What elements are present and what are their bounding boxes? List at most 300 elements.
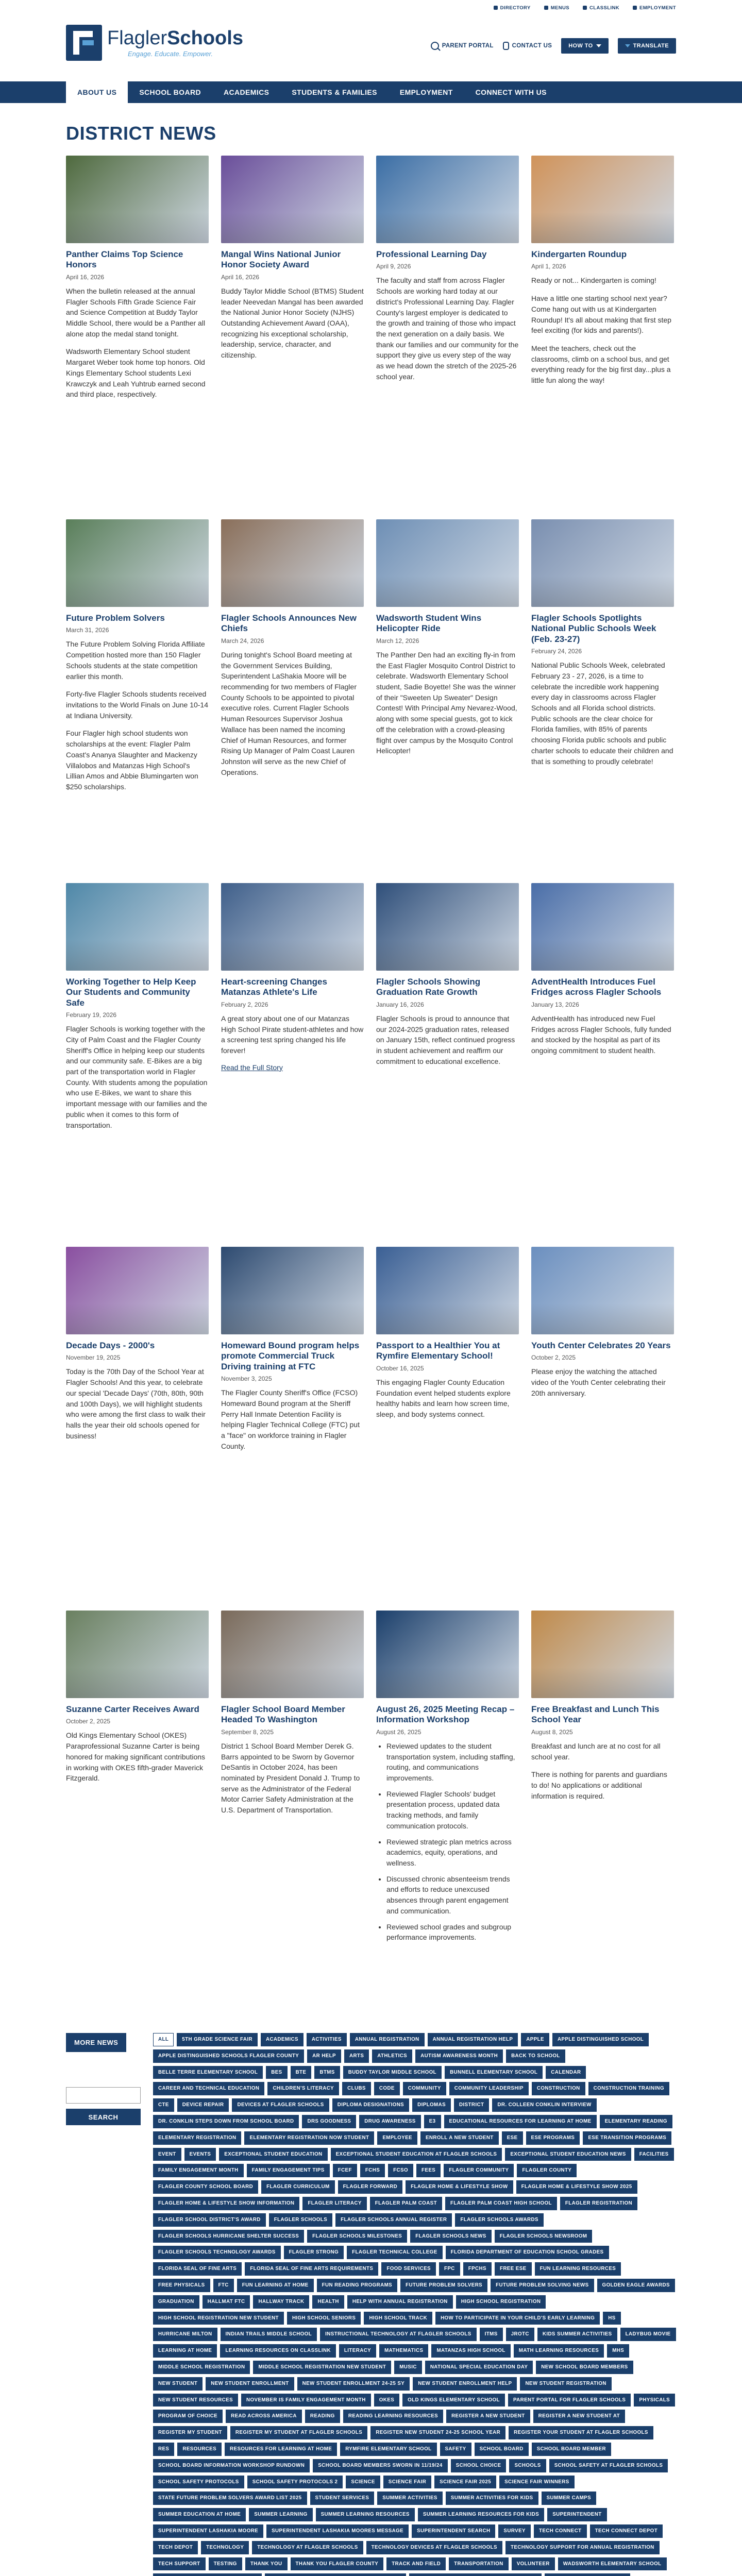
tag-filter[interactable]: FLAGLER HOME & LIFESTYLE SHOW — [406, 2180, 513, 2194]
news-thumbnail[interactable] — [66, 883, 209, 971]
tag-filter[interactable]: SCHOOL BOARD INFORMATION WORKSHOP RUNDOWN — [153, 2459, 310, 2472]
tag-filter[interactable]: ARTS — [344, 2049, 369, 2063]
news-title[interactable]: Homeward Bound program helps promote Commercial Truck Driving training at FTC — [221, 1341, 360, 1371]
tag-filter[interactable]: VOLUNTEER — [512, 2557, 555, 2571]
news-card[interactable] — [531, 883, 674, 1239]
tag-filter[interactable]: EMPLOYEE — [377, 2131, 417, 2145]
news-title[interactable]: Professional Learning Day — [376, 249, 487, 259]
news-date: April 9, 2026 — [376, 263, 411, 270]
news-bullet: • Reviewed Flagler Schools' budget presentation process, updated data tracking methods, and family communication protocols. — [386, 1789, 519, 1832]
tag-filter[interactable]: HIGH SCHOOL REGISTRATION — [456, 2295, 546, 2309]
news-thumbnail[interactable] — [221, 883, 364, 971]
tag-filter[interactable]: SUMMER ACTIVITIES — [377, 2492, 443, 2505]
tag-filter[interactable]: FLAGLER COMMUNITY — [444, 2164, 514, 2177]
news-title[interactable]: Flagler Schools Announces New Chiefs — [221, 613, 357, 634]
tag-filter[interactable]: FLAGLER SCHOOLS ANNUAL REGISTER — [335, 2213, 452, 2227]
tag-filter[interactable]: FLAGLER STRONG — [284, 2246, 344, 2259]
tag-filter[interactable]: AUTISM AWARENESS MONTH — [415, 2049, 503, 2063]
tag-filter[interactable]: FLAGLER HOME & LIFESTYLE SHOW 2025 — [516, 2180, 637, 2194]
tag-filter[interactable]: APPLE DISTINGUISHED SCHOOLS FLAGLER COUNTY — [153, 2049, 304, 2063]
news-summary — [221, 1387, 364, 1451]
tag-filter[interactable]: NEW STUDENT — [153, 2377, 203, 2391]
tag-filter[interactable]: SCHOOL SAFETY AT FLAGLER SCHOOLS — [549, 2459, 668, 2472]
tag-filter[interactable]: SUMMER CAMPS — [542, 2492, 596, 2505]
news-thumbnail[interactable] — [376, 1247, 519, 1334]
news-title[interactable]: Future Problem Solvers — [66, 613, 165, 623]
news-card[interactable] — [221, 883, 364, 1239]
tag-filter[interactable]: FLAGLER REGISTRATION — [560, 2197, 637, 2210]
tag-filter[interactable]: FLORIDA DEPARTMENT OF EDUCATION SCHOOL GRADES — [446, 2246, 609, 2259]
tag-filter[interactable]: DRUG AWARENESS — [359, 2115, 420, 2128]
tag-filter[interactable]: DR. CONKLIN STEPS DOWN FROM SCHOOL BOARD — [153, 2115, 299, 2128]
news-title[interactable]: AdventHealth Introduces Fuel Fridges across Flagler Schools — [531, 977, 662, 997]
tag-filter[interactable]: SAFETY — [440, 2443, 471, 2456]
tag-filter[interactable]: FCSO — [388, 2164, 413, 2177]
tag-filter[interactable]: TECHNOLOGY DEVICES AT FLAGLER SCHOOLS — [366, 2541, 502, 2554]
tag-filter[interactable]: MIDDLE SCHOOL REGISTRATION — [153, 2361, 250, 2374]
tag-filter[interactable]: SCHOOL SAFETY PROTOCOLS — [153, 2476, 244, 2489]
tag-filter[interactable]: FREE PHYSICALS — [153, 2279, 210, 2292]
tag-filter[interactable]: DR. COLLEEN CONKLIN INTERVIEW — [492, 2098, 596, 2112]
news-paragraph: The Future Problem Solving Florida Affiliate Competition hosted more than 150 Flagler Schools students at the state competition earlier this month. — [66, 640, 205, 681]
employment-icon — [633, 6, 637, 10]
read-more-link[interactable]: Read the Full Story — [221, 1063, 283, 1072]
tag-filter[interactable]: ANNUAL REGISTRATION HELP — [428, 2033, 518, 2046]
news-title[interactable]: Youth Center Celebrates 20 Years — [531, 1341, 671, 1350]
tag-filter[interactable] — [153, 2573, 262, 2576]
news-date: October 16, 2025 — [376, 1364, 424, 1372]
tag-filter[interactable]: CODE — [374, 2082, 400, 2095]
tag-filter[interactable]: KIDS SUMMER ACTIVITIES — [537, 2328, 617, 2341]
tag-filter[interactable]: PARENT PORTAL FOR FLAGLER SCHOOLS — [508, 2394, 631, 2407]
news-paragraph: When the bulletin released at the annual Flagler Schools Fifth Grade Science Fair and Science Competition at Buddy Taylor Middle School, there would be a Panther all alone atop the medal stand tonight. — [66, 286, 206, 338]
tag-filter[interactable]: ESE PROGRAMS — [526, 2131, 580, 2145]
news-thumbnail[interactable] — [531, 519, 674, 607]
tag-filter[interactable]: FLAGLER SCHOOLS NEWS — [410, 2230, 492, 2243]
tag-filter[interactable]: FLORIDA SEAL OF FINE ARTS REQUIREMENTS — [245, 2262, 378, 2276]
tag-filter[interactable]: HIGH SCHOOL REGISTRATION NEW STUDENT — [153, 2312, 284, 2325]
news-summary — [376, 275, 519, 382]
news-title[interactable]: Passport to a Healthier You at Rymfire Elementary School! — [376, 1341, 500, 1361]
tag-filter[interactable] — [409, 2573, 541, 2576]
tag-filter[interactable]: JROTC — [506, 2328, 534, 2341]
tag-filter[interactable]: SUPERINTENDENT — [547, 2508, 606, 2521]
news-thumbnail[interactable] — [376, 1611, 519, 1698]
tag-filter[interactable]: FUTURE PROBLEM SOLVERS — [400, 2279, 487, 2292]
tag-filter[interactable]: PROGRAM OF CHOICE — [153, 2410, 223, 2423]
tag-filter[interactable]: CONSTRUCTION — [532, 2082, 585, 2095]
news-paragraph: There is nothing for parents and guardians to do! No applications or additional information is required. — [531, 1770, 667, 1800]
news-card[interactable] — [221, 156, 364, 511]
news-paragraph: Four Flagler high school students won scholarships at the event: Flagler Palm Coast's Ananya Slaughter and Mackenzy Villalobos and Matanzas High School's Lillian Amos and Abbie Blumingarten won $250 scholarships. — [66, 729, 198, 791]
tag-filter[interactable]: LADYBUG MOVIE — [620, 2328, 676, 2341]
tag-filter[interactable]: ESE TRANSITION PROGRAMS — [583, 2131, 671, 2145]
tag-filter[interactable]: E3 — [424, 2115, 441, 2128]
tag-filter[interactable]: HALLMAT FTC — [203, 2295, 250, 2309]
tag-filter[interactable]: CTE — [153, 2098, 174, 2112]
tag-filter[interactable]: TECH CONNECT DEPOT — [590, 2524, 663, 2538]
news-thumbnail[interactable] — [376, 156, 519, 243]
news-title[interactable]: Suzanne Carter Receives Award — [66, 1704, 199, 1714]
tag-filter[interactable]: BACK TO SCHOOL — [506, 2049, 565, 2063]
tag-filter[interactable]: ACADEMICS — [261, 2033, 303, 2046]
news-summary — [66, 1730, 209, 1784]
tag-filter[interactable]: AR HELP — [307, 2049, 341, 2063]
tag-filter[interactable]: SUMMER ACTIVITIES FOR KIDS — [446, 2492, 538, 2505]
tag-filter[interactable]: NOVEMBER IS FAMILY ENGAGEMENT MONTH — [241, 2394, 371, 2407]
tag-filter[interactable]: RES — [153, 2443, 174, 2456]
tag-filter[interactable]: REGISTER MY STUDENT AT FLAGLER SCHOOLS — [230, 2426, 367, 2439]
tag-filter[interactable]: FLORIDA SEAL OF FINE ARTS — [153, 2262, 242, 2276]
tag-filter[interactable]: HALLWAY TRACK — [253, 2295, 309, 2309]
news-paragraph: AdventHealth has introduced new Fuel Fridges across Flagler Schools, fully funded and stocked by the hospital as part of its ongoing commitment to student health. — [531, 1014, 671, 1055]
tag-filter[interactable]: DISTRICT — [454, 2098, 489, 2112]
tag-filter[interactable]: DIPLOMAS — [412, 2098, 451, 2112]
nav-academics[interactable]: ACADEMICS — [223, 88, 269, 96]
tag-filter[interactable]: BELLE TERRE ELEMENTARY SCHOOL — [153, 2066, 263, 2079]
tag-filter[interactable]: SCHOOL SAFETY PROTOCOLS 2 — [247, 2476, 343, 2489]
news-title[interactable]: Wadsworth Student Wins Helicopter Ride — [376, 613, 482, 634]
tag-filter[interactable]: INSTRUCTIONAL TECHNOLOGY AT FLAGLER SCHOOLS — [320, 2328, 477, 2341]
tag-filter[interactable]: FCEF — [333, 2164, 357, 2177]
contact-us-link[interactable]: CONTACT US — [503, 42, 552, 50]
tag-filter[interactable]: GRADUATION — [153, 2295, 199, 2309]
tag-filter[interactable]: ELEMENTARY REGISTRATION — [153, 2131, 241, 2145]
nav-employment[interactable]: EMPLOYMENT — [399, 88, 453, 96]
tag-filter[interactable]: THANK YOU FLAGLER COUNTY — [291, 2557, 384, 2571]
tag-filter[interactable]: FLAGLER CURRICULUM — [261, 2180, 335, 2194]
tag-filter[interactable]: CALENDAR — [546, 2066, 586, 2079]
tag-filter[interactable]: SUMMER LEARNING RESOURCES FOR KIDS — [418, 2508, 544, 2521]
tag-filter[interactable]: CHILDREN'S LITERACY — [267, 2082, 339, 2095]
parent-portal-link[interactable]: PARENT PORTAL — [431, 42, 494, 50]
tag-filter[interactable]: GOLDEN EAGLE AWARDS — [597, 2279, 675, 2292]
tag-filter[interactable]: TRANSPORTATION — [449, 2557, 509, 2571]
tag-filter[interactable]: DEVICES AT FLAGLER SCHOOLS — [232, 2098, 329, 2112]
tag-filter[interactable]: FLAGLER SCHOOLS HURRICANE SHELTER SUCCESS — [153, 2230, 304, 2243]
tag-filter[interactable]: SUPERINTENDENT SEARCH — [412, 2524, 495, 2538]
tag-filter[interactable]: CLUBS — [342, 2082, 371, 2095]
tag-filter[interactable]: STATE FUTURE PROBLEM SOLVERS AWARD LIST 2025 — [153, 2492, 307, 2505]
tag-filter[interactable]: THANK YOU — [245, 2557, 288, 2571]
tag-filter[interactable]: FAMILY ENGAGEMENT TIPS — [247, 2164, 330, 2177]
tag-filter[interactable]: MIDDLE SCHOOL REGISTRATION NEW STUDENT — [253, 2361, 391, 2374]
tag-filter[interactable]: READ ACROSS AMERICA — [226, 2410, 302, 2423]
utility-menus[interactable]: MENUS — [544, 5, 569, 11]
tag-filter[interactable]: DIPLOMA DESIGNATIONS — [332, 2098, 409, 2112]
news-paragraph: Have a little one starting school next year? Come hang out with us at Kindergarten Roundup! It's all about making that first step feel exciting (for kids and parents!). — [531, 294, 671, 335]
tag-filter[interactable]: RESOURCES — [177, 2443, 222, 2456]
tag-filter[interactable]: REGISTER MY STUDENT — [153, 2426, 227, 2439]
tag-filter[interactable]: FACILITIES — [634, 2148, 674, 2161]
tag-filter[interactable]: APPLE — [521, 2033, 549, 2046]
tag-filter[interactable]: DRS GOODNESS — [302, 2115, 356, 2128]
news-title[interactable]: August 26, 2025 Meeting Recap – Information Workshop — [376, 1704, 515, 1725]
tag-filter[interactable]: READING LEARNING RESOURCES — [343, 2410, 443, 2423]
tag-filter[interactable]: TRACK AND FIELD — [386, 2557, 446, 2571]
news-title[interactable]: Flagler Schools Showing Graduation Rate Growth — [376, 977, 481, 997]
tag-filter[interactable]: FLAGLER FORWARD — [338, 2180, 402, 2194]
nav-students-families[interactable]: STUDENTS & FAMILIES — [292, 88, 377, 96]
tag-filter[interactable]: FLAGLER SCHOOLS MILESTONES — [307, 2230, 407, 2243]
tag-filter[interactable]: EXCEPTIONAL STUDENT EDUCATION AT FLAGLER SCHOOLS — [331, 2148, 502, 2161]
news-card[interactable] — [376, 1611, 519, 2002]
tag-filter[interactable]: FOOD SERVICES — [381, 2262, 436, 2276]
tag-filter[interactable]: EXCEPTIONAL STUDENT EDUCATION — [219, 2148, 327, 2161]
tag-filter[interactable]: LITERACY — [339, 2344, 376, 2358]
tag-filter[interactable]: FEES — [416, 2164, 441, 2177]
tag-filter[interactable]: HS — [603, 2312, 620, 2325]
news-title[interactable]: Mangal Wins National Junior Honor Society Award — [221, 249, 341, 270]
tag-filter[interactable]: OLD KINGS ELEMENTARY SCHOOL — [402, 2394, 505, 2407]
tag-filter[interactable]: FLAGLER PALM COAST HIGH SCHOOL — [445, 2197, 557, 2210]
tag-filter[interactable]: SUMMER EDUCATION AT HOME — [153, 2508, 246, 2521]
tag-filter[interactable]: FLAGLER SCHOOL DISTRICT'S AWARD — [153, 2213, 266, 2227]
news-search-input[interactable] — [66, 2087, 141, 2104]
translate-button[interactable]: TRANSLATE — [618, 38, 676, 54]
tag-filter[interactable] — [545, 2573, 630, 2576]
tag-filter[interactable]: ELEMENTARY READING — [600, 2115, 672, 2128]
tag-filter[interactable]: REGISTER A NEW STUDENT AT — [533, 2410, 625, 2423]
tag-filter[interactable]: FUTURE PROBLEM SOLVING NEWS — [491, 2279, 594, 2292]
tag-filter[interactable]: SUPERINTENDENT LASHAKIA MOORES MESSAGE — [266, 2524, 409, 2538]
news-card[interactable] — [531, 1247, 674, 1602]
tag-filter[interactable]: TECH CONNECT — [534, 2524, 587, 2538]
tag-filter[interactable]: SCIENCE FAIR WINNERS — [499, 2476, 575, 2489]
tag-filter[interactable]: SCHOOL BOARD MEMBERS SWORN IN 11/19/24 — [313, 2459, 447, 2472]
tag-filter[interactable]: REGISTER NEW STUDENT 24-25 SCHOOL YEAR — [370, 2426, 505, 2439]
news-card[interactable] — [376, 156, 519, 511]
news-paragraph: Ready or not... Kindergarten is coming! — [531, 276, 656, 285]
tag-filter[interactable]: ESE — [502, 2131, 523, 2145]
tag-filter[interactable]: CAREER AND TECHNICAL EDUCATION — [153, 2082, 264, 2095]
news-thumbnail[interactable] — [531, 156, 674, 243]
news-title[interactable]: Heart-screening Changes Matanzas Athlete's Life — [221, 977, 327, 997]
tag-filter[interactable]: EXCEPTIONAL STUDENT EDUCATION NEWS — [505, 2148, 631, 2161]
news-card[interactable] — [376, 883, 519, 1239]
more-news-button[interactable]: MORE NEWS — [66, 2033, 126, 2052]
tag-filter[interactable]: REGISTER YOUR STUDENT AT FLAGLER SCHOOLS — [509, 2426, 653, 2439]
tag-filter[interactable]: FREE ESE — [495, 2262, 532, 2276]
news-date: October 2, 2025 — [531, 1354, 576, 1362]
tag-filter[interactable]: FLAGLER LITERACY — [302, 2197, 366, 2210]
news-title[interactable]: Panther Claims Top Science Honors — [66, 249, 183, 270]
news-thumbnail[interactable] — [376, 519, 519, 607]
news-thumbnail[interactable] — [221, 1611, 364, 1698]
news-thumbnail[interactable] — [531, 1611, 674, 1698]
tag-filter[interactable]: SCHOOL BOARD MEMBER — [532, 2443, 611, 2456]
tag-filter[interactable]: REGISTER A NEW STUDENT — [446, 2410, 530, 2423]
nav-about-us[interactable]: ABOUT US — [66, 81, 128, 103]
tag-filter[interactable]: HELP WITH ANNUAL REGISTRATION — [347, 2295, 453, 2309]
tag-filter[interactable]: FPC — [439, 2262, 460, 2276]
tag-filter[interactable] — [265, 2573, 407, 2576]
tag-filter[interactable]: SUMMER LEARNING RESOURCES — [316, 2508, 415, 2521]
tag-filter[interactable]: NEW SCHOOL BOARD MEMBERS — [536, 2361, 633, 2374]
tag-filter[interactable]: RESOURCES FOR LEARNING AT HOME — [225, 2443, 337, 2456]
news-card[interactable] — [221, 1247, 364, 1602]
news-title[interactable]: Working Together to Help Keep Our Students and Community Safe — [66, 977, 196, 1008]
news-card[interactable] — [66, 1247, 209, 1602]
utility-employment[interactable]: EMPLOYMENT — [633, 5, 676, 11]
tag-filter[interactable]: ITMS — [480, 2328, 503, 2341]
tag-filter[interactable]: FAMILY ENGAGEMENT MONTH — [153, 2164, 244, 2177]
news-thumbnail[interactable] — [66, 519, 209, 607]
tag-filter[interactable]: ATHLETICS — [372, 2049, 412, 2063]
news-thumbnail[interactable] — [221, 519, 364, 607]
tag-filter[interactable]: BTMS — [314, 2066, 340, 2079]
tag-filter[interactable]: FLAGLER SCHOOLS TECHNOLOGY AWARDS — [153, 2246, 281, 2259]
tag-filter[interactable]: DEVICE REPAIR — [177, 2098, 229, 2112]
tag-filter[interactable]: ALL — [153, 2033, 174, 2046]
news-summary — [66, 1024, 209, 1130]
tag-filter[interactable]: LEARNING RESOURCES ON CLASSLINK — [220, 2344, 336, 2358]
tag-filter[interactable]: SCHOOLS — [509, 2459, 546, 2472]
tag-filter[interactable]: FUN READING PROGRAMS — [317, 2279, 397, 2292]
tag-filter[interactable]: EVENTS — [184, 2148, 216, 2161]
tag-filter[interactable]: CONSTRUCTION TRAINING — [588, 2082, 669, 2095]
news-thumbnail[interactable] — [66, 1611, 209, 1698]
tag-filter[interactable]: SCIENCE FAIR 2025 — [434, 2476, 496, 2489]
tag-filter[interactable]: SCIENCE — [346, 2476, 380, 2489]
tag-filter[interactable]: HEALTH — [312, 2295, 344, 2309]
tag-filter[interactable]: OKES — [374, 2394, 399, 2407]
tag-filter[interactable]: EVENT — [153, 2148, 181, 2161]
tag-filter[interactable]: COMMUNITY LEADERSHIP — [449, 2082, 529, 2095]
tag-filter[interactable]: FLAGLER COUNTY SCHOOL BOARD — [153, 2180, 258, 2194]
news-title[interactable]: Flagler Schools Spotlights National Public Schools Week (Feb. 23-27) — [531, 613, 656, 644]
news-paragraph: National Public Schools Week, celebrated February 23 - 27, 2026, is a time to celebrate the incredible work happening every day in classrooms across Flagler Schools and all Florida school districts. Public schools are the clear choice for Florida families, with 85% of parents choosing Florida public schools and public charter schools to educate their children and that is something to proudly celebrate! — [531, 661, 673, 766]
news-card[interactable] — [66, 883, 209, 1239]
tag-filter[interactable]: EDUCATIONAL RESOURCES FOR LEARNING AT HOME — [444, 2115, 597, 2128]
tag-filter[interactable]: SUMMER LEARNING — [249, 2508, 312, 2521]
news-title[interactable]: Kindergarten Roundup — [531, 249, 627, 259]
tag-filter[interactable]: ENROLL A NEW STUDENT — [420, 2131, 499, 2145]
tag-filter[interactable]: INDIAN TRAILS MIDDLE SCHOOL — [221, 2328, 317, 2341]
news-thumbnail[interactable] — [221, 1247, 364, 1334]
news-card[interactable] — [66, 1611, 209, 2002]
tag-filter[interactable]: FTC — [213, 2279, 234, 2292]
tag-filter[interactable]: COMMUNITY — [403, 2082, 446, 2095]
tag-filter[interactable]: NEW STUDENT ENROLLMENT HELP — [413, 2377, 517, 2391]
tag-filter[interactable]: SUPERINTENDENT LASHAKIA MOORE — [153, 2524, 263, 2538]
tag-filter[interactable]: FPCHS — [463, 2262, 492, 2276]
news-title[interactable]: Decade Days - 2000's — [66, 1341, 155, 1350]
tag-filter[interactable]: FLAGLER COUNTY — [517, 2164, 577, 2177]
tag-filter[interactable]: TECH DEPOT — [153, 2541, 198, 2554]
tag-filter[interactable]: APPLE DISTINGUISHED SCHOOL — [552, 2033, 649, 2046]
how-to-button[interactable]: HOW TO — [561, 38, 608, 54]
site-logo[interactable] — [66, 25, 243, 61]
tag-filter[interactable]: BES — [266, 2066, 287, 2079]
tag-filter[interactable]: ELEMENTARY REGISTRATION NOW STUDENT — [244, 2131, 374, 2145]
tag-filter[interactable]: FLAGLER SCHOOLS AWARDS — [455, 2213, 544, 2227]
tag-filter[interactable]: FUN LEARNING AT HOME — [237, 2279, 314, 2292]
tag-filter[interactable]: ANNUAL REGISTRATION — [350, 2033, 425, 2046]
tag-filter[interactable]: FUN LEARNING RESOURCES — [535, 2262, 621, 2276]
tag-filter[interactable]: TESTING — [209, 2557, 242, 2571]
news-card[interactable] — [531, 156, 674, 511]
tag-filter[interactable]: 5TH GRADE SCIENCE FAIR — [177, 2033, 258, 2046]
tag-filter[interactable]: FLAGLER HOME & LIFESTYLE SHOW INFORMATION — [153, 2197, 299, 2210]
tag-filter[interactable]: TECHNOLOGY SUPPORT FOR ANNUAL REGISTRATION — [505, 2541, 660, 2554]
tag-filter[interactable]: NEW STUDENT REGISTRATION — [520, 2377, 611, 2391]
tag-filter[interactable]: MUSIC — [394, 2361, 422, 2374]
news-card[interactable] — [531, 519, 674, 875]
nav-school-board[interactable]: SCHOOL BOARD — [139, 88, 201, 96]
tag-filter[interactable]: TECHNOLOGY — [201, 2541, 249, 2554]
utility-directory[interactable]: DIRECTORY — [494, 5, 531, 11]
news-thumbnail[interactable] — [66, 1247, 209, 1334]
tag-filter[interactable]: NATIONAL SPECIAL EDUCATION DAY — [425, 2361, 533, 2374]
news-title[interactable]: Free Breakfast and Lunch This School Year — [531, 1704, 660, 1725]
news-card[interactable] — [221, 519, 364, 875]
news-card[interactable] — [531, 1611, 674, 2002]
tag-filter[interactable]: SCIENCE FAIR — [383, 2476, 431, 2489]
tag-filter[interactable]: MATH LEARNING RESOURCES — [514, 2344, 604, 2358]
news-thumbnail[interactable] — [376, 883, 519, 971]
news-thumbnail[interactable] — [531, 883, 674, 971]
tag-filter[interactable]: BUDDY TAYLOR MIDDLE SCHOOL — [343, 2066, 442, 2079]
tag-filter[interactable]: PHYSICALS — [634, 2394, 675, 2407]
tag-filter[interactable]: MATHEMATICS — [379, 2344, 428, 2358]
news-paragraph: Meet the teachers, check out the classrooms, climb on a school bus, and get everything ready for the big first day...plus a little fun along the way! — [531, 344, 671, 385]
tag-filter[interactable]: HIGH SCHOOL SENIORS — [287, 2312, 361, 2325]
news-card[interactable] — [221, 1611, 364, 2002]
tag-filter[interactable]: TECHNOLOGY AT FLAGLER SCHOOLS — [252, 2541, 363, 2554]
tag-filter[interactable]: STUDENT SERVICES — [310, 2492, 375, 2505]
tag-filter[interactable]: SCHOOL BOARD — [475, 2443, 529, 2456]
tag-filter[interactable]: BTE — [291, 2066, 312, 2079]
tag-filter[interactable]: SCHOOL CHOICE — [451, 2459, 507, 2472]
news-search-button[interactable]: SEARCH — [66, 2109, 141, 2125]
tag-filter[interactable]: FLAGLER SCHOOLS — [269, 2213, 332, 2227]
news-thumbnail[interactable] — [66, 156, 209, 243]
tag-filter[interactable]: NEW STUDENT ENROLLMENT — [206, 2377, 294, 2391]
news-title[interactable]: Flagler School Board Member Headed To Washington — [221, 1704, 345, 1725]
tag-filter[interactable]: LEARNING AT HOME — [153, 2344, 217, 2358]
news-summary — [376, 1377, 519, 1420]
tag-filter[interactable]: BUNNELL ELEMENTARY SCHOOL — [445, 2066, 543, 2079]
news-card[interactable] — [376, 1247, 519, 1602]
nav-connect[interactable]: CONNECT WITH US — [475, 88, 547, 96]
tag-filter[interactable]: SURVEY — [498, 2524, 531, 2538]
tag-filter[interactable]: HOW TO PARTICIPATE IN YOUR CHILD'S EARLY LEARNING — [435, 2312, 600, 2325]
news-card[interactable] — [376, 519, 519, 875]
tag-filter[interactable]: FCHS — [360, 2164, 385, 2177]
tag-filter[interactable]: WADSWORTH ELEMENTARY SCHOOL — [558, 2557, 667, 2571]
tag-filter[interactable]: READING — [305, 2410, 340, 2423]
news-thumbnail[interactable] — [531, 1247, 674, 1334]
news-card[interactable] — [66, 156, 209, 511]
tag-filter[interactable]: MHS — [607, 2344, 629, 2358]
tag-filter[interactable]: MATANZAS HIGH SCHOOL — [431, 2344, 510, 2358]
news-date: February 24, 2026 — [531, 648, 582, 655]
tag-filter[interactable]: HURRICANE MILTON — [153, 2328, 217, 2341]
tag-filter[interactable]: NEW STUDENT ENROLLMENT 24-25 SY — [297, 2377, 410, 2391]
utility-classlink[interactable]: CLASSLINK — [583, 5, 619, 11]
news-card[interactable] — [66, 519, 209, 875]
tag-filter[interactable]: TECH SUPPORT — [153, 2557, 206, 2571]
news-thumbnail[interactable] — [221, 156, 364, 243]
tag-filter[interactable]: NEW STUDENT RESOURCES — [153, 2394, 238, 2407]
tag-filter[interactable]: RYMFIRE ELEMENTARY SCHOOL — [340, 2443, 436, 2456]
tag-filter[interactable]: HIGH SCHOOL TRACK — [364, 2312, 432, 2325]
tag-filter[interactable]: FLAGLER TECHNICAL COLLEGE — [347, 2246, 442, 2259]
tag-filter[interactable]: ACTIVITIES — [307, 2033, 347, 2046]
tag-filter[interactable]: FLAGLER SCHOOLS NEWSROOM — [495, 2230, 593, 2243]
tag-filter[interactable]: FLAGLER PALM COAST — [370, 2197, 442, 2210]
